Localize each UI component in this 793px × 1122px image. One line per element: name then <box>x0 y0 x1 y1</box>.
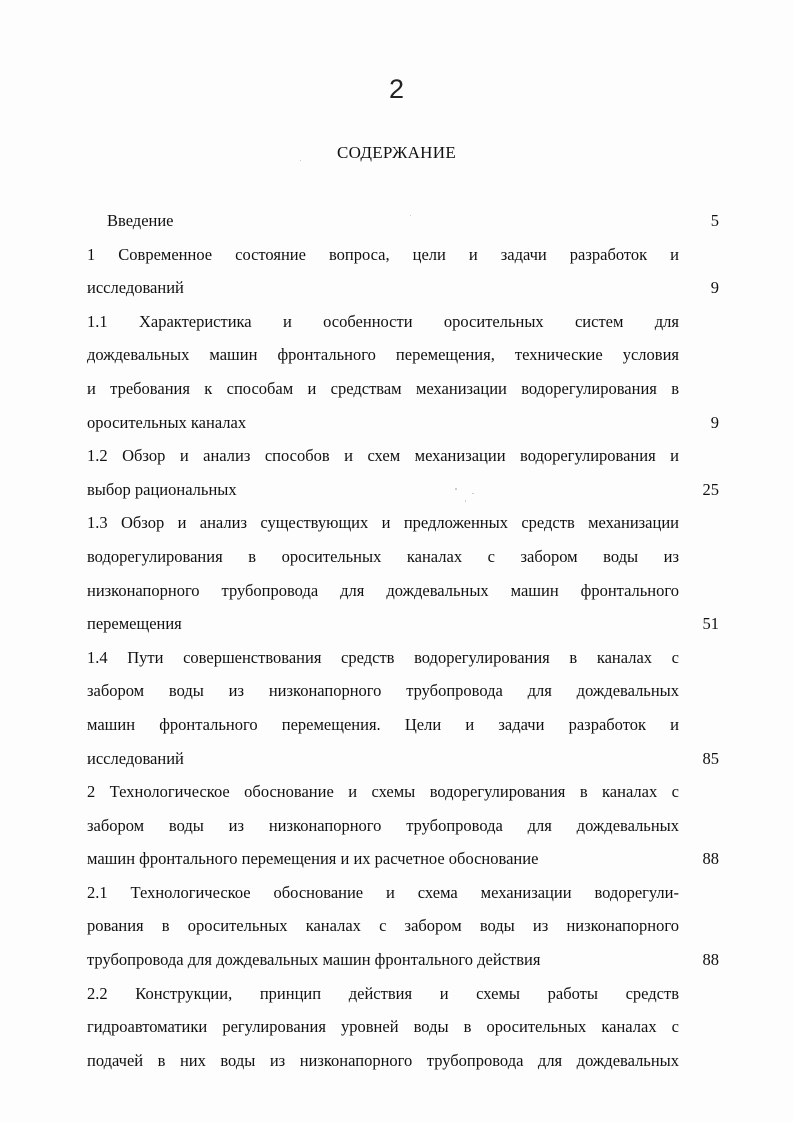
toc-entry <box>87 305 719 439</box>
toc-entry-line: выбор рациональных <box>87 479 237 499</box>
toc-entry-line: 1.2 Обзор и анализ способов и схем механизации водорегулирования и <box>87 446 679 466</box>
scan-speck <box>300 160 301 161</box>
toc-page-number: 9 <box>710 278 719 298</box>
toc-entry-line: рования в оросительных каналах с забором воды из низконапорного <box>87 916 679 936</box>
scan-speck <box>410 215 411 216</box>
toc-page-number: 25 <box>702 479 719 499</box>
toc-entry-line: 2.1 Технологическое обоснование и схема механизации водорегули- <box>87 882 679 902</box>
toc-entry-line: трубопровода для дождевальных машин фронтального действия <box>87 950 541 970</box>
toc-page-number: 5 <box>710 211 719 230</box>
page-title: СОДЕРЖАНИЕ <box>336 143 457 162</box>
scan-speck <box>465 500 466 502</box>
toc-entry <box>87 238 719 305</box>
toc-entry-line: исследований <box>87 278 184 298</box>
table-of-contents <box>87 204 719 1077</box>
toc-page-number: 85 <box>702 748 719 768</box>
toc-entry-line: перемещения <box>87 614 182 634</box>
toc-entry <box>87 506 719 640</box>
toc-entry-line: 1 Современное состояние вопроса, цели и задачи разработок и <box>87 244 679 264</box>
toc-entry-line: машин фронтального перемещения. Цели и задачи разработок и <box>87 714 679 734</box>
scan-speck <box>472 493 474 494</box>
toc-entry-line: 1.4 Пути совершенствования средств водорегулирования в каналах с <box>87 647 679 667</box>
toc-entry-line: низконапорного трубопровода для дождевальных машин фронтального <box>87 580 679 600</box>
toc-entry-line: 2 Технологическое обоснование и схемы водорегулирования в каналах с <box>87 782 679 802</box>
toc-entry-line: и требования к способам и средствам механизации водорегулирования в <box>87 378 679 398</box>
toc-page-number: 88 <box>702 849 719 869</box>
toc-entry-line: гидроавтоматики регулирования уровней воды в оросительных каналах с <box>87 1017 679 1037</box>
toc-entry-line: 1.1 Характеристика и особенности оросительных систем для <box>87 311 679 331</box>
toc-entry-line: исследований <box>87 748 184 768</box>
toc-entry-line: машин фронтального перемещения и их расчетное обоснование <box>87 849 539 869</box>
toc-entry-line: водорегулирования в оросительных каналах с забором воды из <box>87 546 679 566</box>
toc-page-number: 51 <box>702 614 719 634</box>
toc-page-number: 9 <box>710 412 719 432</box>
toc-entry-line: дождевальных машин фронтального перемещения, технические условия <box>87 345 679 365</box>
toc-entry <box>87 204 719 238</box>
toc-entry-line: 2.2 Конструкции, принцип действия и схемы работы средств <box>87 983 679 1003</box>
toc-entry <box>87 439 719 506</box>
scan-speck <box>455 488 457 490</box>
toc-entry <box>87 977 719 1078</box>
toc-entry-line: забором воды из низконапорного трубопровода для дождевальных <box>87 681 679 701</box>
toc-entry-line: 1.3 Обзор и анализ существующих и предложенных средств механизации <box>87 513 679 533</box>
toc-entry-line: подачей в них воды из низконапорного трубопровода для дождевальных <box>87 1050 679 1070</box>
toc-entry <box>87 641 719 775</box>
page-number: 2 <box>388 74 405 104</box>
toc-entry <box>87 876 719 977</box>
toc-page-number: 88 <box>702 950 719 970</box>
toc-entry-line: забором воды из низконапорного трубопровода для дождевальных <box>87 815 679 835</box>
toc-entry-line: оросительных каналах <box>87 412 247 432</box>
toc-entry <box>87 775 719 876</box>
toc-entry-line: Введение <box>107 211 174 230</box>
